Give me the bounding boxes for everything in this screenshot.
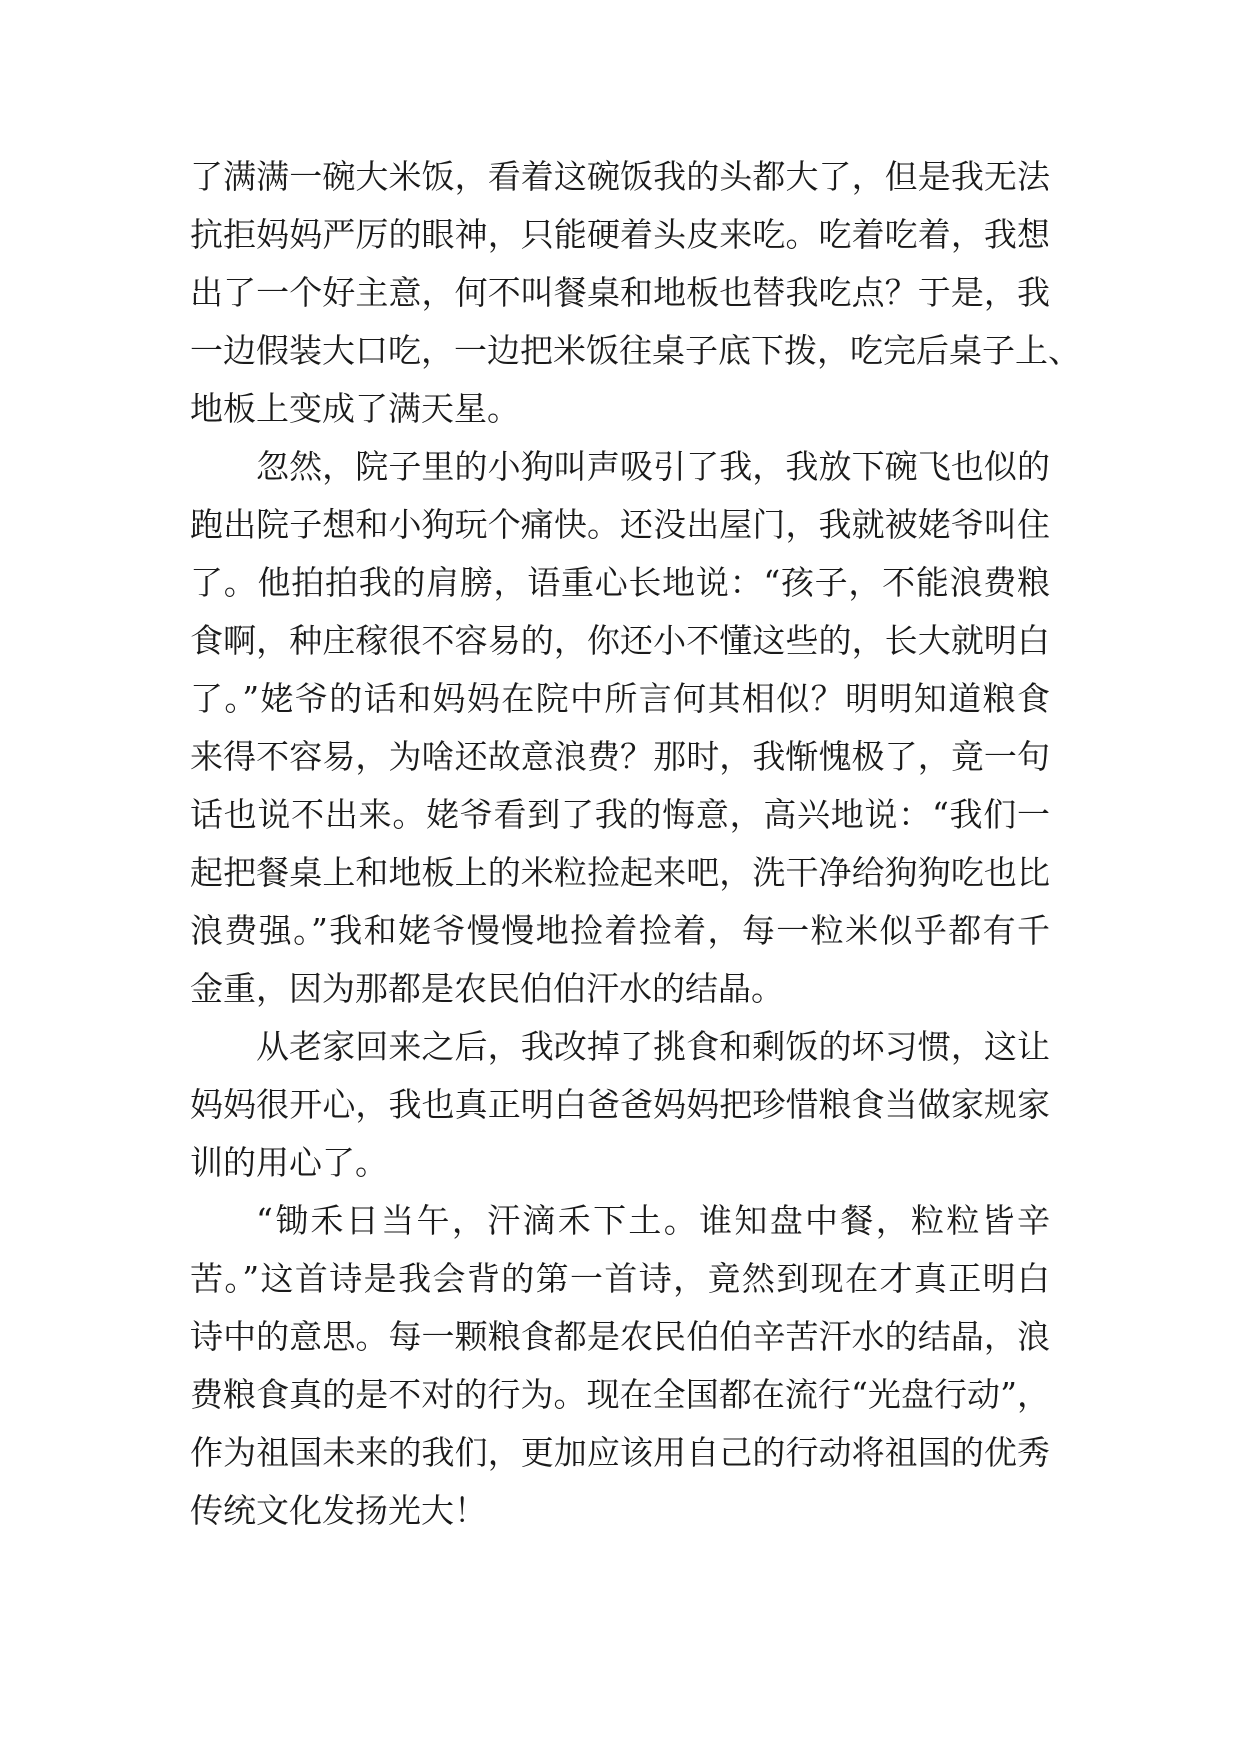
text-line: 浪费强。”我和姥爷慢慢地捡着捡着，每一粒米似乎都有千 [190, 911, 1050, 950]
text-line: 传统文化发扬光大！ [190, 1491, 487, 1530]
text-line: 地板上变成了满天星。 [190, 389, 520, 428]
text-line: 忽然，院子里的小狗叫声吸引了我，我放下碗飞也似的 [256, 447, 1050, 486]
text-line: 费粮食真的是不对的行为。现在全国都在流行“光盘行动”， [190, 1375, 1050, 1414]
text-line: 从老家回来之后，我改掉了挑食和剩饭的坏习惯，这让 [256, 1027, 1050, 1066]
text-line: 金重，因为那都是农民伯伯汗水的结晶。 [190, 969, 784, 1008]
text-line: 起把餐桌上和地板上的米粒捡起来吧，洗干净给狗狗吃也比 [190, 853, 1050, 892]
text-line: 了。他拍拍我的肩膀，语重心长地说：“孩子，不能浪费粮 [190, 563, 1050, 602]
text-line: 苦。”这首诗是我会背的第一首诗，竟然到现在才真正明白 [190, 1259, 1050, 1298]
text-line: 了。”姥爷的话和妈妈在院中所言何其相似？明明知道粮食 [190, 679, 1050, 718]
text-line: 作为祖国未来的我们，更加应该用自己的行动将祖国的优秀 [190, 1433, 1050, 1472]
text-line: 妈妈很开心，我也真正明白爸爸妈妈把珍惜粮食当做家规家 [190, 1085, 1050, 1124]
text-line: 跑出院子想和小狗玩个痛快。还没出屋门，我就被姥爷叫住 [190, 505, 1050, 544]
text-line: 一边假装大口吃，一边把米饭往桌子底下拨，吃完后桌子上、 [190, 331, 1081, 370]
text-line: 出了一个好主意，何不叫餐桌和地板也替我吃点？于是，我 [190, 273, 1050, 312]
body-text [190, 148, 1081, 1540]
text-line: “锄禾日当午，汗滴禾下土。谁知盘中餐，粒粒皆辛 [256, 1201, 1050, 1240]
text-line: 训的用心了。 [190, 1143, 388, 1182]
text-line: 来得不容易，为啥还故意浪费？那时，我惭愧极了，竟一句 [190, 737, 1050, 776]
text-line: 了满满一碗大米饭，看着这碗饭我的头都大了，但是我无法 [190, 157, 1050, 196]
text-line: 食啊，种庄稼很不容易的，你还小不懂这些的，长大就明白 [190, 621, 1050, 660]
text-line: 抗拒妈妈严厉的眼神，只能硬着头皮来吃。吃着吃着，我想 [190, 215, 1050, 254]
text-line: 话也说不出来。姥爷看到了我的悔意，高兴地说：“我们一 [190, 795, 1050, 834]
text-line: 诗中的意思。每一颗粮食都是农民伯伯辛苦汗水的结晶，浪 [190, 1317, 1050, 1356]
